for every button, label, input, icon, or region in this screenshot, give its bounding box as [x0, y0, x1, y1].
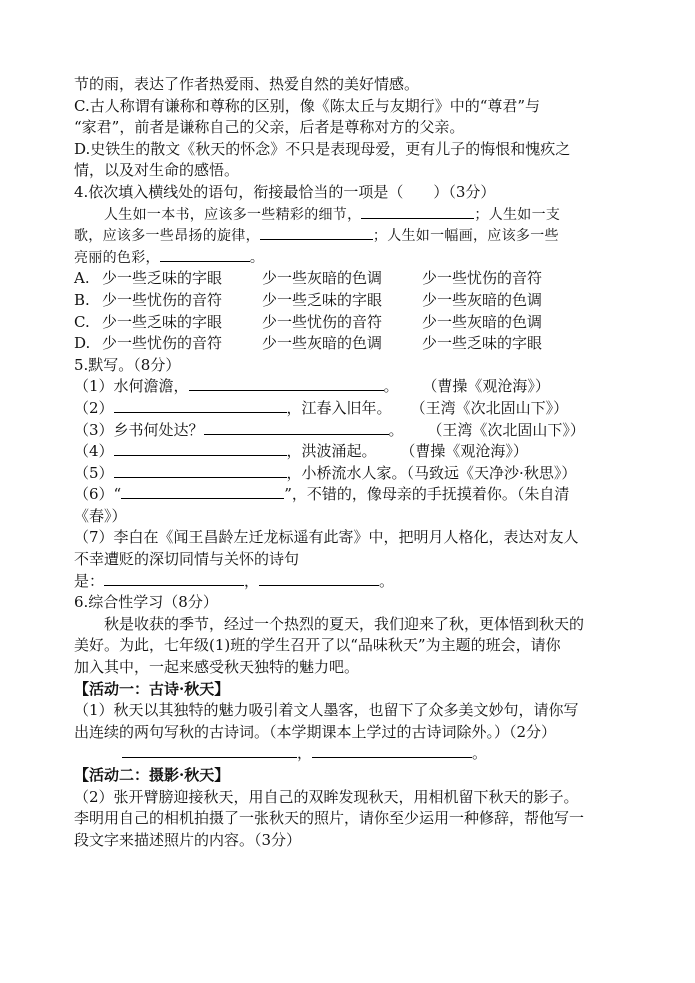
prompt-text: 。 — [379, 571, 395, 590]
question-6-title: 6.综合性学习（8分） — [74, 593, 218, 612]
prompt-text: 。 — [472, 744, 488, 763]
answer-blank[interactable] — [160, 247, 250, 262]
source-citation: （王湾《次北固山下》） — [427, 420, 585, 439]
exam-page — [74, 74, 654, 851]
question-5-title: 5.默写。（8分） — [74, 355, 181, 374]
answer-blank[interactable] — [114, 441, 287, 456]
answer-blank[interactable] — [260, 225, 373, 240]
choice-option-a[interactable] — [74, 268, 654, 290]
prompt-text: 是： — [74, 571, 105, 590]
option-d-text: D.史铁生的散文《秋天的怀念》不只是表现母爱，更有儿子的悔恨和愧疚之 — [74, 139, 571, 158]
prompt-text: （1）水何澹澹， — [74, 377, 189, 396]
dictation-item-6 — [74, 484, 654, 506]
activity-1-question: 出连续的两句写秋的古诗词。（本学期课本上学过的古诗词除外。）（2分） — [74, 722, 557, 741]
prompt-text: （5） — [74, 463, 114, 482]
prompt-text: （3）乡书何处达？ — [74, 420, 204, 439]
source-citation: （曹操《观沧海》） — [400, 442, 528, 461]
option-item: 少一些灰暗的色调 — [422, 312, 543, 331]
prompt-text: ，小桥流水人家。（马致远《天净沙·秋思》） — [286, 463, 577, 482]
option-item: 少一些乏味的字眼 — [102, 269, 223, 288]
activity-2-question: （2）张开臂膀迎接秋天，用自己的双眸发现秋天，用相机留下秋天的影子。 — [74, 787, 579, 806]
choice-option-d[interactable] — [74, 333, 654, 355]
answer-blank[interactable] — [312, 743, 472, 758]
option-label: B. — [74, 290, 90, 309]
option-label: D. — [74, 334, 91, 353]
text-line: “家君”，前者是谦称自己的父亲，后者是尊称对方的父亲。 — [74, 118, 465, 137]
dictation-item-7: （7）李白在《闻王昌龄左迁龙标遥有此寄》中，把明月人格化，表达对友人 — [74, 528, 579, 547]
passage-text: ；人生如一幅画，应该多一些 — [372, 228, 559, 245]
option-item: 少一些乏味的字眼 — [422, 334, 543, 353]
activity-2-heading: 【活动二：摄影·秋天】 — [74, 766, 230, 784]
dictation-item-6-cont: 《春》） — [74, 506, 127, 525]
dictation-item-7-cont: 不幸遭贬的深切同情与关怀的诗句 — [74, 550, 300, 569]
activity-2-question: 段文字来描述照片的内容。（3分） — [74, 830, 302, 849]
answer-blank[interactable] — [121, 484, 284, 499]
prompt-text: ， — [297, 744, 313, 763]
answer-blank[interactable] — [122, 743, 297, 758]
activity-1-heading: 【活动一：古诗·秋天】 — [74, 679, 230, 698]
prompt-text: （2） — [74, 398, 114, 417]
dictation-item-4 — [74, 441, 654, 463]
option-label: C. — [74, 312, 90, 331]
prompt-text: （4） — [74, 442, 114, 461]
option-item: 少一些忧伤的音符 — [102, 290, 223, 309]
prompt-text: ，江春入旧年。 — [286, 398, 392, 417]
passage-text: 歌，应该多一些昂扬的旋律， — [74, 228, 260, 245]
option-item: 少一些灰暗的色调 — [262, 269, 383, 288]
choice-option-b[interactable] — [74, 290, 654, 312]
passage-text: ；人生如一支 — [474, 206, 561, 223]
question-4-passage — [74, 247, 654, 269]
answer-blank[interactable] — [104, 571, 244, 586]
prompt-text: 。 — [388, 420, 404, 439]
source-citation: （王湾《次北固山下》） — [410, 398, 569, 417]
question-6-intro: 秋是收获的季节，经过一个热烈的夏天，我们迎来了秋，更体悟到秋天的 — [104, 614, 585, 633]
source-citation: （曹操《观沧海》） — [422, 377, 550, 396]
answer-blank[interactable] — [259, 571, 379, 586]
answer-blank[interactable] — [114, 463, 287, 478]
prompt-text: 。 — [383, 377, 399, 396]
passage-text: 亮丽的色彩， — [74, 249, 160, 266]
option-item: 少一些乏味的字眼 — [262, 290, 383, 309]
answer-blank[interactable] — [114, 398, 287, 413]
dictation-item-7-answer — [74, 571, 654, 593]
option-item: 少一些乏味的字眼 — [102, 312, 223, 331]
passage-text: 人生如一本书，应该多一些精彩的细节， — [104, 206, 362, 223]
answer-blank[interactable] — [204, 420, 389, 435]
question-4-passage — [74, 204, 654, 226]
text-line: 情，以及对生命的感悟。 — [74, 161, 240, 180]
option-item: 少一些忧伤的音符 — [102, 334, 223, 353]
dictation-item-1 — [74, 376, 654, 398]
question-4-passage — [74, 225, 654, 247]
activity-2-question: 李明用自己的相机拍摄了一张秋天的照片，请你至少运用一种修辞，帮他写一 — [74, 809, 585, 828]
choice-option-c[interactable] — [74, 312, 654, 334]
question-6-intro: 美好。为此，七年级(1)班的学生召开了以“品味秋天”为主题的班会，请你 — [74, 636, 561, 655]
option-label: A. — [74, 269, 90, 288]
passage-text: 。 — [249, 249, 265, 266]
option-item: 少一些灰暗的色调 — [262, 334, 383, 353]
prompt-text: ，洪波涌起。 — [286, 442, 377, 461]
prompt-text: ”，不错的，像母亲的手抚摸着你。（朱自清 — [284, 485, 570, 504]
dictation-item-5 — [74, 463, 654, 485]
dictation-item-2 — [74, 398, 654, 420]
dictation-item-3 — [74, 420, 654, 442]
answer-blank[interactable] — [361, 204, 474, 219]
prompt-text: ， — [244, 571, 260, 590]
activity-1-question: （1）秋天以其独特的魅力吸引着文人墨客，也留下了众多美文妙句，请你写 — [74, 701, 579, 720]
activity-1-answer — [74, 743, 654, 765]
option-item: 少一些忧伤的音符 — [262, 312, 383, 331]
option-item: 少一些忧伤的音符 — [422, 269, 543, 288]
question-4-title: 4.依次填入横线处的语句，衔接最恰当的一项是（ ）（3分） — [74, 182, 496, 201]
question-6-intro: 加入其中，一起来感受秋天独特的魅力吧。 — [74, 658, 360, 677]
answer-blank[interactable] — [189, 376, 384, 391]
option-item: 少一些灰暗的色调 — [422, 290, 543, 309]
text-line: 节的雨，表达了作者热爱雨、热爱自然的美好情感。 — [74, 75, 420, 93]
option-c-text: C.古人称谓有谦称和尊称的区别，像《陈太丘与友期行》中的“尊君”与 — [74, 96, 541, 115]
prompt-text: （6）“ — [74, 485, 122, 504]
